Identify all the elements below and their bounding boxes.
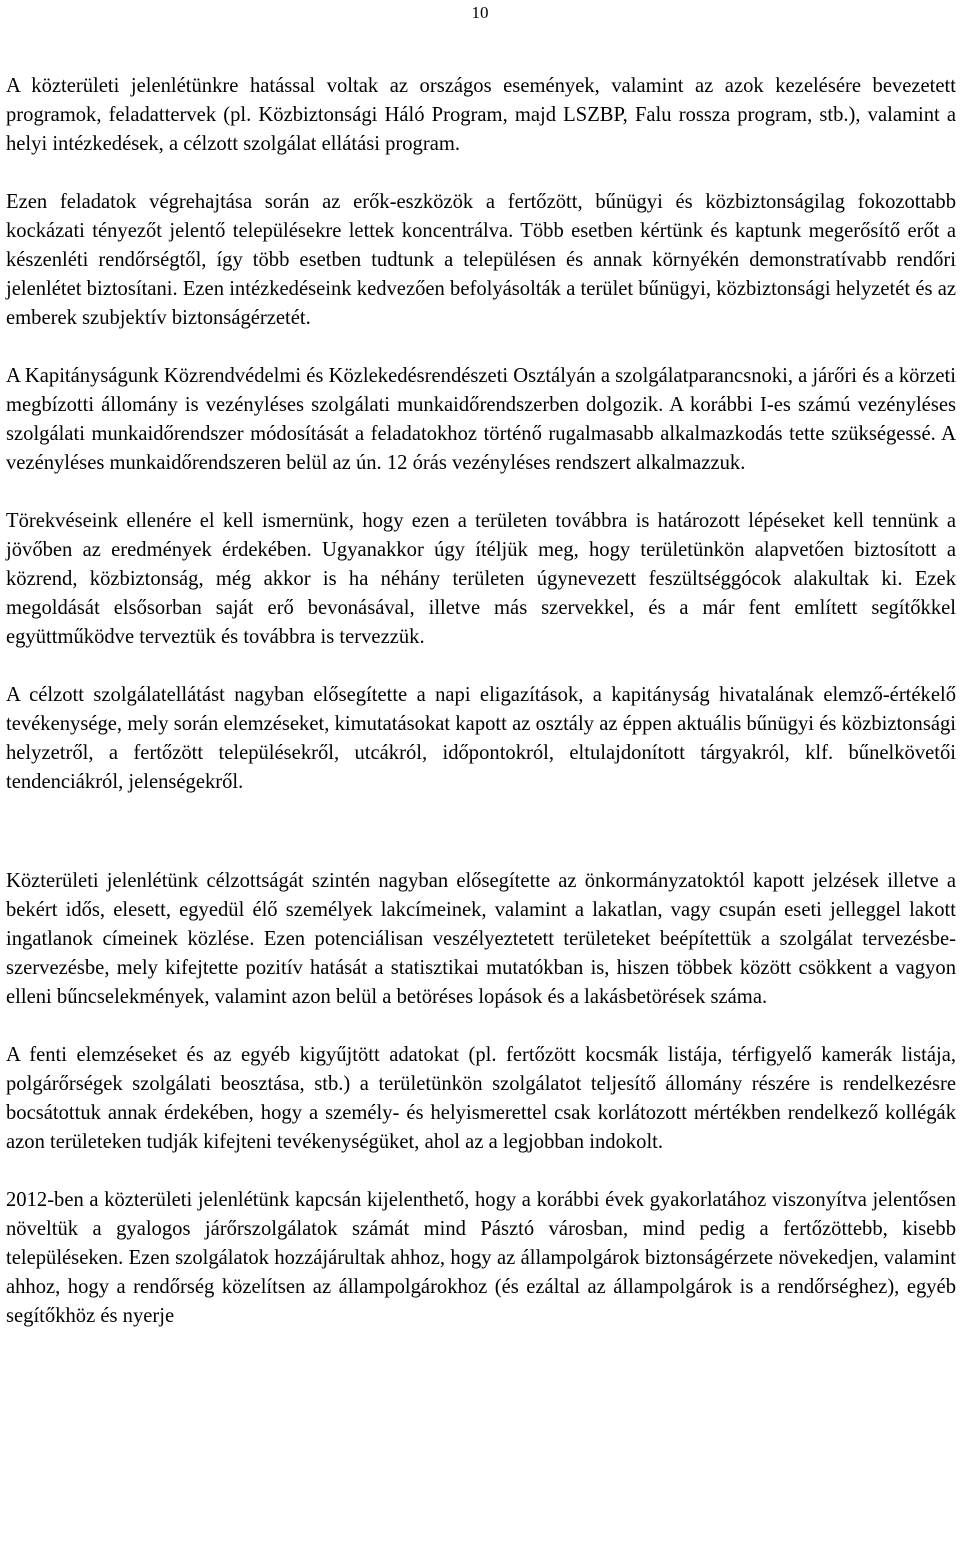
paragraph-1: A közterületi jelenlétünkre hatással voltak az országos események, valamint az azok kezelésére bevezetett programok, feladattervek (pl. Közbiztonsági Háló Program, majd LSZBP, Falu rossza program, stb.), valamint a helyi intézkedések, a célzott szolgálat ellátási program. — [6, 75, 956, 155]
paragraph-6: Közterületi jelenlétünk célzottságát szintén nagyban elősegítette az önkormányzatoktól kapott jelzések illetve a bekért idős, elesett, egyedül élő személyek lakcímeinek, valamint a lakatlan, vagy csupán eseti jelleggel lakott ingatlanok címeinek közlése. Ezen potenciálisan veszélyeztetett területeket beépítettük a szolgálat tervezésbe-szervezésbe, mely kifejtette pozitív hatását a statisztikai mutatókban is, hiszen többek között csökkent a vagyon elleni bűncselekmények, valamint azon belül a betöréses lopások és a lakásbetörések száma. — [6, 870, 956, 1008]
paragraph-5: A célzott szolgálatellátást nagyban elősegítette a napi eligazítások, a kapitányság hivatalának elemző-értékelő tevékenysége, mely során elemzéseket, kimutatásokat kapott az osztály az éppen aktuális bűnügyi és közbiztonsági helyzetről, a fertőzött településekről, utcákról, időpontokról, eltulajdonított tárgyakról, klf. bűnelkövetői tendenciákról, jelenségekről. — [6, 684, 956, 793]
paragraph-3: A Kapitányságunk Közrendvédelmi és Közlekedésrendészeti Osztályán a szolgálatparancsnoki, a járőri és a körzeti megbízotti állomány is vezényléses szolgálati munkaidőrendszerben dolgozik. A korábbi I-es számú vezényléses szolgálati munkaidőrendszer módosítását a feladatokhoz történő rugalmasabb alkalmazkodás tette szükségessé. A vezényléses munkaidőrendszeren belül az ún. 12 órás vezényléses rendszert alkalmazzuk. — [6, 365, 956, 474]
page-number: 10 — [471, 3, 489, 22]
paragraph-2: Ezen feladatok végrehajtása során az erők-eszközök a fertőzött, bűnügyi és közbiztonságilag fokozottabb kockázati tényezőt jelentő településekre lettek koncentrálva. Több esetben kértünk és kaptunk megerősítő erőt a készenléti rendőrségtől, így több esetben tudtunk a településen és annak környékén demonstratívabb rendőri jelenlétet biztosítani. Ezen intézkedéseink kedvezően befolyásolták a terület bűnügyi, közbiztonsági helyzetét és az emberek szubjektív biztonságérzetét. — [6, 191, 956, 329]
paragraph-4: Törekvéseink ellenére el kell ismernünk, hogy ezen a területen továbbra is határozott lépéseket kell tennünk a jövőben az eredmények érdekében. Ugyanakkor úgy ítéljük meg, hogy területünkön alapvetően biztosított a közrend, közbiztonság, még akkor is ha néhány területen úgynevezett feszültséggócok alakultak ki. Ezek megoldását elsősorban saját erő bevonásával, illetve más szervekkel, és a már fent említett segítőkkel együttműködve terveztük és továbbra is tervezzük. — [6, 510, 956, 648]
paragraph-7: A fenti elemzéseket és az egyéb kigyűjtött adatokat (pl. fertőzött kocsmák listája, térfigyelő kamerák listája, polgárőrségek szolgálati beosztása, stb.) a területünkön szolgálatot teljesítő állomány részére is rendelkezésre bocsátottuk annak érdekében, hogy a személy- és helyismerettel csak korlátozott mértékben rendelkező kollégák azon területeken tudják kifejteni tevékenységüket, ahol az a legjobban indokolt. — [6, 1044, 956, 1153]
document-body — [6, 72, 956, 1331]
paragraph-8: 2012-ben a közterületi jelenlétünk kapcsán kijelenthető, hogy a korábbi évek gyakorlatához viszonyítva jelentősen növeltük a gyalogos járőrszolgálatok számát mind Pásztó városban, mind pedig a fertőzöttebb, kisebb településeken. Ezen szolgálatok hozzájárultak ahhoz, hogy az állampolgárok biztonságérzete növekedjen, valamint ahhoz, hogy a rendőrség közelítsen az állampolgárokhoz (és ezáltal az állampolgárok is a rendőrséghez), egyéb segítőkhöz és nyerje — [6, 1189, 956, 1327]
